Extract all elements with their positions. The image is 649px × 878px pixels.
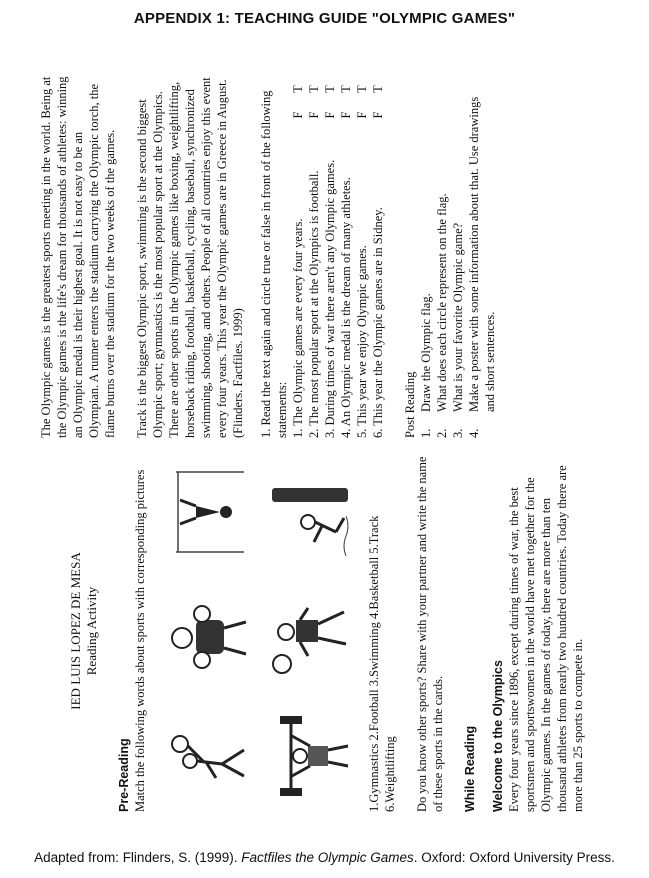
post-item-text: What does each circle represent on the flag. [435, 193, 449, 412]
post-item-number: 2. [435, 428, 449, 438]
statement-item [354, 76, 370, 438]
true-option[interactable]: T [323, 85, 337, 93]
post-item-number: 3. [451, 428, 465, 438]
statement-text: 2. The most popular sport at the Olympics is football. [307, 170, 321, 438]
post-reading-title: Post Reading [403, 371, 417, 438]
post-item-number: 4. [467, 428, 481, 438]
statement-text: 1. The Olympic games are every four years. [291, 218, 305, 438]
true-false-instruction: 1. Read the text again and circle true or false in front of the following statements: [259, 90, 289, 438]
post-reading-list [418, 76, 498, 438]
weightlifter-icon [266, 706, 352, 806]
soccer-player-icon [266, 584, 352, 684]
post-item-text: Make a poster with some information about that. Use drawings and short sentences. [467, 96, 497, 412]
true-option[interactable]: T [339, 85, 353, 93]
gymnast-icon [166, 462, 252, 562]
post-item [466, 76, 498, 438]
true-option[interactable]: T [307, 85, 321, 93]
welcome-text: Every four years since 1896, except during times of war, the best sportsmen and sportswomen in the world have met together for the Olympic games. In the games of today, there are more than ten thousand athletes from nearly two hundred countries. Today there are more than 25 sports to compete in. [507, 465, 585, 812]
post-item [450, 76, 466, 438]
false-option[interactable]: F [339, 111, 353, 119]
statement-text: 4. An Olympic medal is the dream of many athletes. [339, 177, 353, 438]
statement-text: 5. This year we enjoy Olympic games. [355, 245, 369, 438]
post-item-number: 1. [419, 428, 433, 438]
page-title: APPENDIX 1: TEACHING GUIDE "OLYMPIC GAMES" [133, 10, 516, 27]
statement-item [322, 76, 338, 438]
statement-text: 6. This year the Olympic games are in Sidney. [371, 207, 385, 438]
olympics-paragraph-2: Track is the biggest Olympic sport, swimming is the second biggest Olympic sport; gymnastics is the most popular sport at the Olympics. There are other sports in the Olympic games like boxing, weightlifting, horseback riding, football, basketball, cycling, baseball, synchronized swimming, shooting, and others. People of all countries enjoy this event every four years. This year the Olympic games are in Greece in August. (Flinders. Factfiles. 1999) [135, 77, 245, 438]
true-option[interactable]: T [355, 85, 369, 93]
true-option[interactable]: T [371, 85, 385, 93]
false-option[interactable]: F [355, 111, 369, 119]
olympics-paragraph-1: The Olympic games is the greatest sports meeting in the world. Being at the Olympic games is the life's dream for thousands of athletes: winning an Olympic medal is their highest goal. It is not easy to be an Olympian. A runner enters the stadium carrying the Olympic torch, the flame burns over the stadium for the two weeks of the games. [39, 76, 117, 438]
statements-list [290, 76, 386, 438]
welcome-title: Welcome to the Olympics [491, 660, 505, 812]
rotated-worksheet [30, 72, 610, 812]
sports-pictures [162, 450, 358, 812]
false-option[interactable]: F [323, 111, 337, 119]
citation-footer [0, 850, 649, 865]
true-option[interactable]: T [291, 85, 305, 93]
school-name: IED LUIS LOPEZ DE MESA [68, 552, 83, 710]
boxer-icon [166, 584, 252, 684]
sports-list: 1.Gymnastics 2.Football 3.Swimming 4.Basketball 5.Track 6.Weightlifting [367, 515, 397, 812]
volleyball-player-icon [166, 706, 252, 806]
false-option[interactable]: F [307, 111, 321, 119]
activity-label: Reading Activity [84, 586, 99, 676]
citation-title: Factfiles the Olympic Games [241, 850, 414, 865]
statement-text: 3. During times of war there aren't any Olympic games. [323, 159, 337, 438]
citation-prefix: Adapted from: Flinders, S. (1999). [34, 850, 242, 865]
false-option[interactable]: F [291, 111, 305, 119]
left-column [30, 450, 610, 812]
statement-item [290, 76, 306, 438]
statement-item [306, 76, 322, 438]
post-item-text: What is your favorite Olympic game? [451, 222, 465, 412]
pre-reading-instruction: Match the following words about sports with corresponding pictures [133, 469, 147, 812]
pre-reading-title: Pre-Reading [117, 738, 131, 812]
post-item [418, 76, 434, 438]
swimmer-icon [266, 462, 352, 562]
citation-suffix: . Oxford: Oxford University Press. [413, 850, 615, 865]
post-item [434, 76, 450, 438]
false-option[interactable]: F [371, 111, 385, 119]
while-reading-title: While Reading [463, 725, 477, 812]
share-prompt: Do you know other sports? Share with your partner and write the name of these sports in the cards. [415, 456, 445, 812]
statement-item [370, 76, 386, 438]
statement-item [338, 76, 354, 438]
right-column [30, 76, 610, 438]
post-item-text: Draw the Olympic flag. [419, 293, 433, 412]
